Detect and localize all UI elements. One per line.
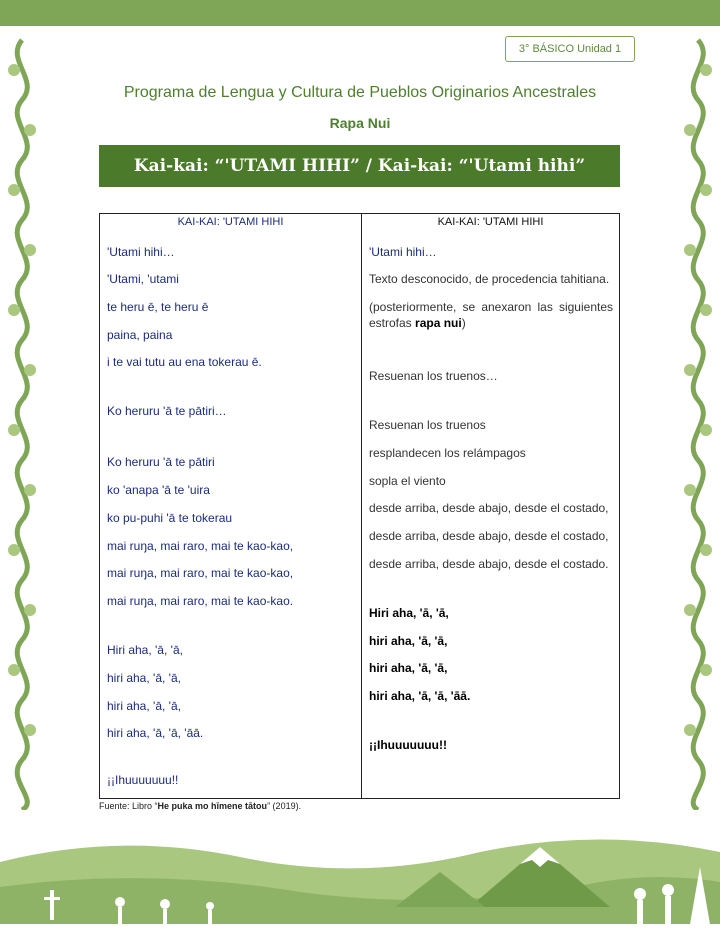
chorus-line: hiri aha, 'ā, 'ā,	[369, 661, 448, 675]
chorus-line: hiri aha, 'ā, 'ā, 'āā.	[369, 689, 471, 703]
chorus-line: hiri aha, 'ā, 'ā,	[369, 634, 448, 648]
chorus-line: Hiri aha, 'ā, 'ā,	[369, 606, 449, 620]
translation-line: desde arriba, desde abajo, desde el costado,	[369, 529, 609, 543]
unit-badge: 3° BÁSICO Unidad 1	[505, 36, 635, 62]
translation-line: Resuenan los truenos…	[369, 369, 498, 383]
program-title: Programa de Lengua y Cultura de Pueblos Originarios Ancestrales	[123, 84, 597, 101]
translation-line: Resuenan los truenos	[369, 418, 486, 432]
poem-line: hiri aha, 'ā, 'ā,	[107, 699, 181, 713]
translation-title-line: 'Utami hihi…	[369, 245, 437, 259]
translation-line: desde arriba, desde abajo, desde el costado.	[369, 557, 609, 571]
closing-line: ¡¡Ihuuuuuuu!!	[369, 738, 447, 752]
poem-line: te heru ē, te heru ē	[107, 300, 209, 314]
poem-line: 'Utami, 'utami	[107, 272, 179, 286]
poem-line: mai ruŋa, mai raro, mai te kao-kao.	[107, 594, 294, 608]
page-subtitle: Rapa Nui	[329, 115, 391, 131]
translation-note: (posteriormente, se anexaron las siguientes estrofas rapa nui)	[369, 300, 613, 330]
poem-line: hiri aha, 'ā, 'ā,	[107, 671, 181, 685]
top-green-band	[0, 0, 720, 26]
rapanui-column-heading: KAI-KAI: 'UTAMI HIHI	[177, 216, 284, 228]
note-bold-term: rapa nui	[415, 316, 462, 330]
translation-line: sopla el viento	[369, 474, 446, 488]
poem-line: ¡¡Ihuuuuuuu!!	[107, 773, 179, 787]
source-citation: Fuente: Libro “He puka mo hīmene tātou” (2019).	[99, 801, 302, 811]
poem-line: ko 'anapa 'ā te 'uira	[107, 483, 210, 497]
right-decorative-border	[676, 30, 720, 810]
poem-line: mai ruŋa, mai raro, mai te kao-kao,	[107, 539, 294, 553]
poem-line: paina, paina	[107, 328, 173, 342]
left-decorative-border	[0, 30, 44, 810]
poem-table	[99, 213, 620, 799]
poem-line: mai ruŋa, mai raro, mai te kao-kao,	[107, 566, 294, 580]
source-book-title: He puka mo hīmene tātou	[157, 801, 268, 811]
spanish-column-heading: KAI-KAI: 'UTAMI HIHI	[437, 216, 544, 228]
poem-line: i te vai tutu au ena tokerau ē.	[107, 355, 262, 369]
footer-landscape-illustration	[0, 812, 720, 932]
poem-line: Ko heruru 'ā te pātiri	[107, 455, 215, 469]
poem-line: hiri aha, 'ā, 'ā, 'āā.	[107, 726, 204, 740]
translation-line: resplandecen los relámpagos	[369, 446, 526, 460]
rapanui-column	[100, 214, 362, 798]
translation-intro: Texto desconocido, de procedencia tahitiana.	[369, 272, 610, 286]
spanish-column	[362, 214, 619, 798]
poem-line: Hiri aha, 'ā, 'ā,	[107, 643, 183, 657]
poem-line: ko pu-puhi 'ā te tokerau	[107, 511, 233, 525]
poem-line: Ko heruru 'ā te pātiri…	[107, 404, 227, 418]
section-title-bar: Kai-kai: “'UTAMI HIHI” / Kai-kai: “'Utami hihi”	[99, 145, 620, 187]
translation-line: desde arriba, desde abajo, desde el costado,	[369, 501, 609, 515]
poem-line: 'Utami hihi…	[107, 245, 175, 259]
